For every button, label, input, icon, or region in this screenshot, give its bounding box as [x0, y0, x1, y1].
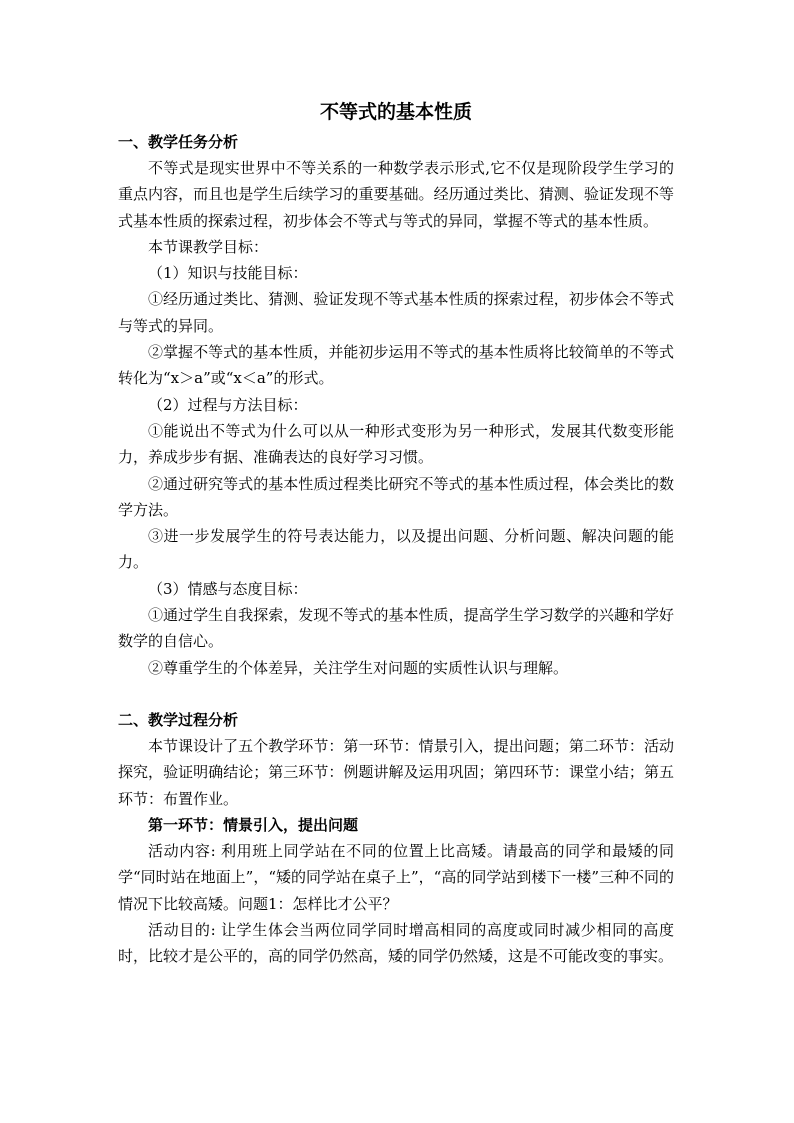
section-spacer	[118, 681, 674, 707]
paragraph: ②掌握不等式的基本性质，并能初步运用不等式的基本性质将比较简单的不等式转化为“x＞a”或“x＜a”的形式。	[118, 343, 674, 388]
paragraph: ②通过研究等式的基本性质过程类比研究不等式的基本性质过程，体会类比的数学方法。	[118, 474, 674, 519]
objective-heading-process: （2）过程与方法目标：	[148, 395, 308, 414]
section-heading-process-analysis: 二、教学过程分析	[118, 710, 239, 729]
paragraph: ①能说出不等式为什么可以从一种形式变形为另一种形式，发展其代数变形能力，养成步步有据、准确表达的良好学习习惯。	[118, 421, 674, 467]
paragraph: 本节课设计了五个教学环节：第一环节：情景引入，提出问题；第二环节：活动探究，验证明确结论；第三环节：例题讲解及运用巩固；第四环节：课堂小结；第五环节：布置作业。	[118, 736, 674, 808]
objective-heading-knowledge: （1）知识与技能目标：	[148, 264, 308, 283]
paragraph: 不等式是现实世界中不等关系的一种数学表示形式,它不仅是现阶段学生学习的重点内容，而且也是学生后续学习的重要基础。经历通过类比、猜测、验证发现不等式基本性质的探索过程，初步体会不等式与等式的异同，掌握不等式的基本性质。	[118, 159, 674, 230]
paragraph: ①经历通过类比、猜测、验证发现不等式基本性质的探索过程，初步体会不等式与等式的异同。	[118, 290, 674, 335]
paragraph: 本节课教学目标：	[148, 237, 269, 256]
paragraph: ②尊重学生的个体差异，关注学生对问题的实质性认识与理解。	[148, 658, 569, 677]
paragraph: 活动内容: 利用班上同学站在不同的位置上比高矮。请最高的同学和最矮的同学“同时站在地面上”，“矮的同学站在桌子上”，“高的同学站到楼下一楼”三种不同的情况下比较高矮。问题1：怎样比才公平？	[118, 842, 675, 913]
document-page	[118, 98, 674, 970]
subsection-heading-stage-one: 第一环节：情景引入，提出问题	[148, 815, 359, 834]
document-title: 不等式的基本性质	[319, 101, 472, 123]
paragraph: ①通过学生自我探索，发现不等式的基本性质，提高学生学习数学的兴趣和学好数学的自信心。	[118, 606, 674, 651]
section-heading-task-analysis: 一、教学任务分析	[118, 133, 239, 151]
paragraph: ③进一步发展学生的符号表达能力，以及提出问题、分析问题、解决问题的能力。	[118, 527, 674, 572]
objective-heading-attitude: （3）情感与态度目标：	[148, 579, 308, 598]
paragraph: 活动目的: 让学生体会当两位同学同时增高相同的高度或同时减少相同的高度时，比较才是公平的，高的同学仍然高，矮的同学仍然矮，这是不可能改变的事实。	[118, 921, 674, 966]
